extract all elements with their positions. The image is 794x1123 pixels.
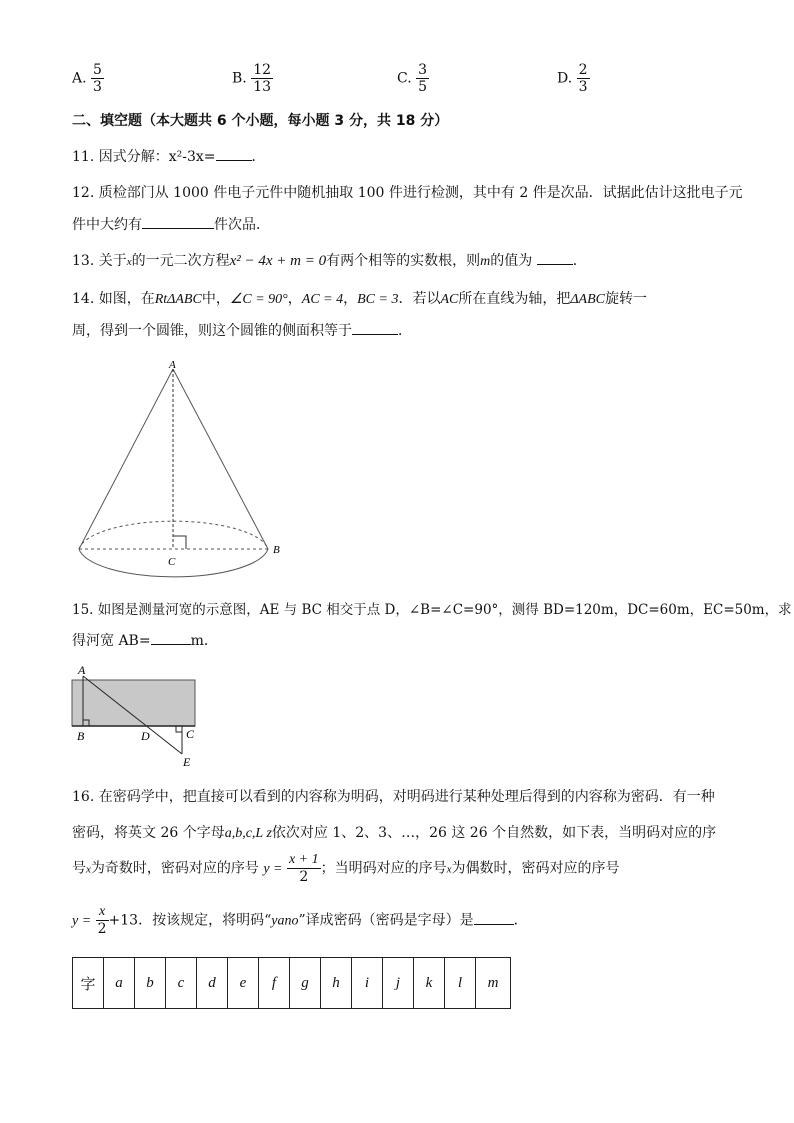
- table-row: [73, 958, 511, 1009]
- table-cell: b: [135, 958, 166, 1009]
- section-heading: 二、填空题（本大题共 6 个小题，每小题 3 分，共 18 分）: [72, 113, 449, 129]
- table-cell: k: [414, 958, 445, 1009]
- label-d: D: [141, 729, 150, 743]
- answer-blank[interactable]: [537, 250, 573, 265]
- table-cell: j: [383, 958, 414, 1009]
- table-cell: 字: [73, 958, 104, 1009]
- question-11: 11. 因式分解：x²-3x= ．: [72, 146, 266, 166]
- table-cell: d: [197, 958, 228, 1009]
- equation: x² − 4x + m = 0: [229, 253, 327, 269]
- label-c: C: [168, 556, 176, 568]
- question-14-line1: 14. 如图，在RtΔABC中，∠C = 90°，AC = 4，BC = 3．若以AC所在直线为轴，把ΔABC旋转一: [72, 291, 648, 307]
- question-16-line1: 16. 在密码学中，把直接可以看到的内容称为明码，对明码进行某种处理后得到的内容称为密码．有一种: [72, 789, 715, 805]
- cipher-table: [72, 957, 511, 1009]
- choice-a: A. $\frac{5}{3}$: [72, 62, 102, 96]
- question-12-line1: 12. 质检部门从 1000 件电子元件中随机抽取 100 件进行检测，其中有 2 件是次品．试据此估计这批电子元: [72, 185, 743, 201]
- table-cell: h: [321, 958, 352, 1009]
- river-figure: [70, 660, 210, 770]
- choice-b: B. $\frac{12}{13}$: [232, 62, 272, 96]
- table-cell: c: [166, 958, 197, 1009]
- fraction: $\frac{2}{3}$: [578, 62, 588, 96]
- question-16-line4: y = $\frac{x}{2}$ +13．按该规定，将明码“yano”译成密码（密码是字母）是 ．: [72, 904, 528, 938]
- fraction: $\frac{3}{5}$: [418, 62, 428, 96]
- label-a: A: [169, 359, 176, 371]
- question-15-line1: 15. 如图是测量河宽的示意图，AE 与 BC 相交于点 D，∠B=∠C=90°，测得 BD=120m，DC=60m，EC=50m，求: [72, 602, 792, 618]
- cone-figure: [70, 355, 290, 585]
- answer-blank[interactable]: [142, 214, 214, 229]
- fraction: $\frac{x + 1}{2}$: [288, 852, 319, 886]
- right-angle-mark: [173, 536, 186, 549]
- label-e: E: [183, 755, 191, 769]
- table-cell: f: [259, 958, 290, 1009]
- table-cell: a: [104, 958, 135, 1009]
- question-15-line2: 得河宽 AB= m．: [72, 630, 218, 650]
- river-band: [72, 680, 195, 726]
- choice-d: D. $\frac{2}{3}$: [557, 62, 588, 96]
- question-12-line2: 件中大约有 件次品．: [72, 214, 270, 234]
- fraction: $\frac{5}{3}$: [93, 62, 102, 96]
- table-cell: m: [476, 958, 511, 1009]
- table-cell: g: [290, 958, 321, 1009]
- fraction: $\frac{x}{2}$: [97, 904, 107, 938]
- question-14-line2: 周，得到一个圆锥，则这个圆锥的侧面积等于 ．: [72, 320, 412, 340]
- fraction: $\frac{12}{13}$: [253, 62, 272, 96]
- cone-side-left: [79, 369, 173, 549]
- question-16-line3: 号x为奇数时，密码对应的序号 y = $\frac{x + 1}{2}$ ；当明码对应的序号x为偶数时，密码对应的序号: [72, 852, 620, 886]
- table-cell: i: [352, 958, 383, 1009]
- choice-c: C. $\frac{3}{5}$: [397, 62, 428, 96]
- label-a: A: [78, 663, 86, 677]
- answer-blank[interactable]: [474, 910, 514, 925]
- table-cell: e: [228, 958, 259, 1009]
- question-13: 13. 关于x的一元二次方程x² − 4x + m = 0有两个相等的实数根，则m的值为 ．: [72, 250, 587, 270]
- right-angle-c: [176, 726, 182, 732]
- label-b: B: [273, 544, 280, 556]
- label-c: C: [186, 727, 195, 741]
- table-cell: l: [445, 958, 476, 1009]
- answer-blank[interactable]: [216, 146, 252, 161]
- answer-blank[interactable]: [352, 320, 398, 335]
- answer-blank[interactable]: [151, 630, 191, 645]
- label-b: B: [77, 729, 85, 743]
- question-16-line2: 密码，将英文 26 个字母a,b,c,L z依次对应 1、2、3、…，26 这 26 个自然数，如下表，当明码对应的序: [72, 825, 717, 841]
